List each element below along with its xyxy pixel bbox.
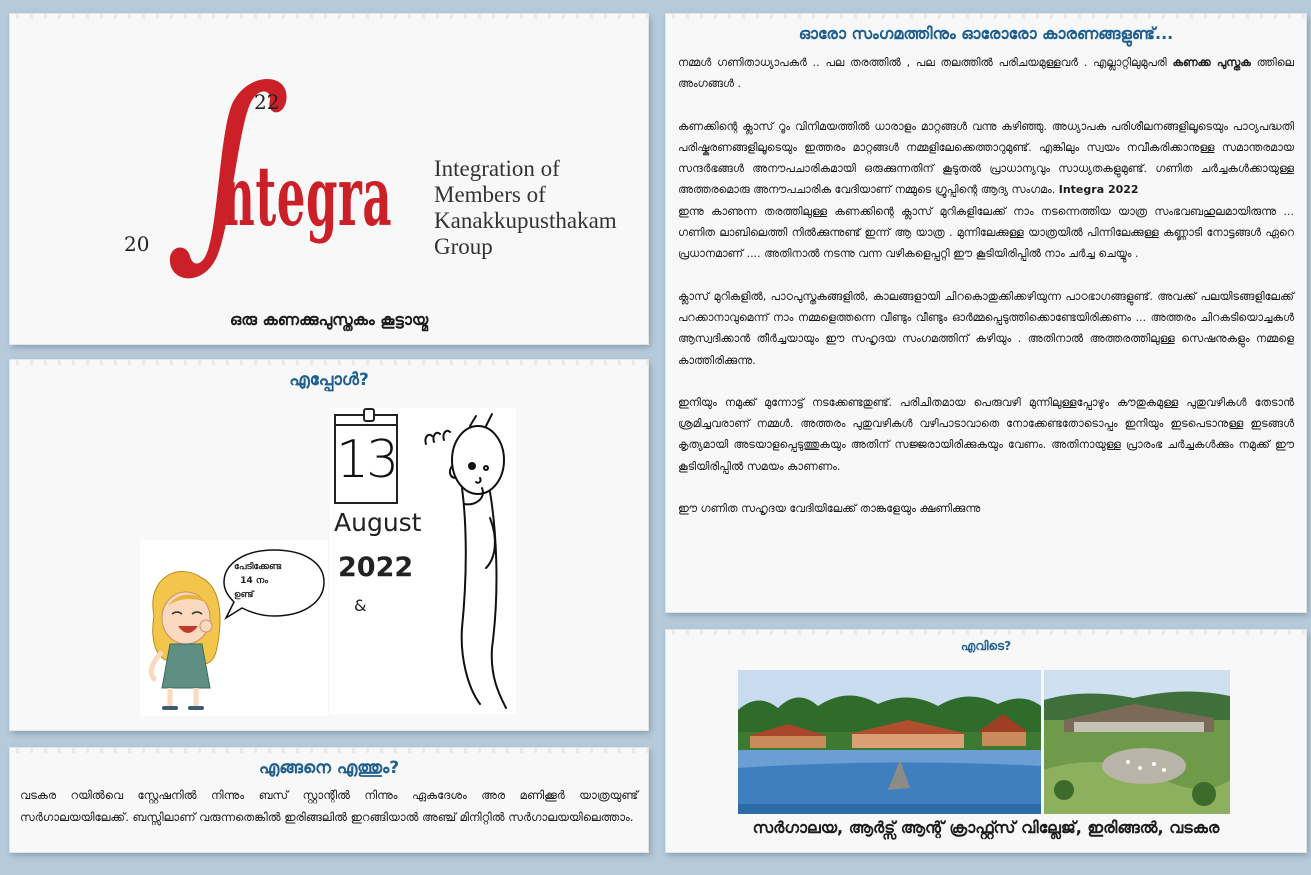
- logo-year-suffix: 22: [254, 90, 280, 114]
- calendar-year: 2022: [338, 552, 414, 583]
- about-paragraph: ഇനിയും നമുക്ക് മുന്നോട്ട് നടക്കേണ്ടതുണ്ട്. പരിചിതമായ പെരുവഴി മുന്നിലുള്ളപ്പോഴും കൗതുകമുള്ള പുതുവഴികൾ തേടാൻ ശ്രമിച്ചവരാണ് നമ്മൾ. അത്തരം പുതുവഴികൾ വഴിപാടാവാതെ നോക്കേണ്ടതോടൊപ്പം ഇനിയും ഇടപെടാനുള്ള ഇടങ്ങൾ കൃത്യമായി അടയാളപ്പെടുത്തുകയും അതിന് സജ്ജരായിരിക്കുകയും വേണം. അതിനായുള്ള പ്രാരംഭ ചർച്ചകൾക്കും നമുക്ക് ഈ കൂടിയിരിപ്പിൽ സമയം കാണണം.: [678, 395, 1294, 473]
- calendar-illustration: [330, 408, 516, 714]
- logo-subtitle: [434, 156, 654, 260]
- about-bold-text: Integra 2022: [1058, 183, 1139, 197]
- when-heading: എപ്പോൾ?: [289, 370, 369, 390]
- spacer: [678, 371, 1294, 392]
- logo-tagline: ഒരു കണക്കുപുസ്തകം കൂട്ടായ്മ: [229, 310, 429, 329]
- venue-photo-aerial: [1044, 670, 1230, 814]
- logo-wordmark: ntegra: [222, 149, 393, 245]
- calendar-month: August: [334, 508, 422, 537]
- where-heading: എവിടെ?: [960, 639, 1012, 653]
- how-body: വടകര റയിൽവെ സ്റ്റേഷനിൽ നിന്നും ബസ് സ്റ്റാന്റിൽ നിന്നും ഏകദേശം അര മണിക്കൂർ യാത്രയുണ്ട് സർഗാലയയിലേക്ക്. ബസ്സിലാണ് വരുന്നതെങ്കിൽ ഇരിങ്ങലിൽ ഇറങ്ങിയാൽ അഞ്ച് മിനിറ്റിൽ സർഗാലയയിലെത്താം.: [20, 788, 638, 824]
- girl-illustration: [140, 540, 328, 716]
- venue-name: സർഗാലയ, ആർട്സ് ആന്റ് ക്രാഫ്റ്റ്സ് വില്ലേജ്, ഇരിങ്ങൽ, വടകര: [752, 818, 1220, 837]
- logo-subtitle-line: Kanakkupusthakam: [434, 208, 617, 233]
- about-heading: ഓരോ സംഗമത്തിനും ഓരോരോ കാരണങ്ങളുണ്ട്...: [798, 24, 1174, 43]
- about-bold-text: കണക്ക പുസ്തക: [1172, 56, 1251, 69]
- about-paragraph: [678, 52, 1294, 95]
- calendar-ampersand: &: [354, 596, 367, 615]
- calendar-day: 13: [336, 430, 397, 490]
- logo-subtitle-line: Integration of: [434, 156, 560, 181]
- logo-card: [10, 14, 648, 344]
- about-text: ത്തിലെ അംഗങ്ങൾ .: [678, 56, 1294, 91]
- bubble-line: പേടിക്കേണ്ട: [234, 562, 282, 572]
- how-card: [10, 748, 648, 852]
- spacer: [678, 477, 1294, 498]
- logo-subtitle-line: Members of: [434, 182, 546, 207]
- about-body: [678, 52, 1294, 519]
- how-heading: എങ്ങനെ എത്തും?: [258, 758, 400, 778]
- integra-logo: [120, 74, 640, 294]
- thinking-man-icon: [330, 408, 516, 714]
- speech-bubble-text: [234, 560, 314, 602]
- about-paragraph: ഇന്നു കാണുന്ന തരത്തിലുള്ള കണക്കിന്റെ ക്ലാസ് മുറികളിലേക്ക് നാം നടന്നെത്തിയ യാത്ര സംഭവബഹുലമായിരുന്നു ... ഗണിത ലാബിലെത്തി നിൽക്കുന്നുണ്ട് ഇന്ന് ആ യാത്ര . മുന്നിലേക്കുള്ള യാത്രയിൽ പിന്നിലേക്കുള്ള കണ്ണാടി നോട്ടങ്ങൾ ഏറെ പ്രധാനമാണ് .... അതിനാൽ നടന്നു വന്ന വഴികളെപ്പറ്റി ഈ കൂടിയിരിപ്പിൽ നാം ചർച്ച ചെയ്യും .: [678, 204, 1294, 261]
- venue-photo-lake: [738, 670, 1041, 814]
- about-paragraph: ക്ലാസ് മുറികളിൽ, പാഠപുസ്തകങ്ങളിൽ, കാലങ്ങളായി ചിറകൊതുക്കിക്കഴിയുന്ന പാഠഭാഗങ്ങളുണ്ട്. അവക്ക് പലയിടങ്ങളിലേക്ക് പറക്കാനാവുമെന്ന് നാം നമ്മളെത്തന്നെ വീണ്ടും വീണ്ടും ഓർമ്മപ്പെടുത്തിക്കൊണ്ടേയിരിക്കണം ... അത്തരം ചിറകടിയൊച്ചകൾ ആസ്വദിക്കാൻ തീർച്ചയായും ഈ സഹൃദയ സംഗമത്തിന് കഴിയും . അതിനാൽ അത്തരത്തിലുള്ള സെഷനുകളും നമ്മളെ കാത്തിരിക്കുന്നു.: [678, 289, 1294, 367]
- bubble-line: ഉണ്ട്: [234, 590, 254, 600]
- laughing-girl-icon: [140, 556, 240, 716]
- about-paragraph: [678, 116, 1294, 201]
- about-text: നമ്മൾ ഗണിതാധ്യാപകർ .. പല തരത്തിൽ , പല തലത്തിൽ പരിചയമുള്ളവർ . എല്ലാറ്റിലുമുപരി: [678, 56, 1173, 69]
- when-card: [10, 360, 648, 730]
- spacer: [678, 265, 1294, 286]
- about-text: കണക്കിന്റെ ക്ലാസ് റൂം വിനിമയത്തിൽ ധാരാളം മാറ്റങ്ങൾ വന്നു കഴിഞ്ഞു. അധ്യാപക പരിശീലനങ്ങളിലൂടെയും പാഠ്യപദ്ധതി പരിഷ്കരണങ്ങളിലൂടെയും ഇത്തരം മാറ്റങ്ങൾ നമ്മളിലേക്കെത്താറുമുണ്ട്. എങ്കിലും സ്വയം നവീകരിക്കാനുള്ള സമാന്തരമായ സന്ദർഭങ്ങൾ അനൗപചാരികമായി ഒരുക്കുന്നതിന് കൂടുതൽ പ്രാധാന്യവും സാധ്യതകളുമുണ്ട്. ഗണിത ചർച്ചകൾക്കായുള്ള അത്തരമൊരു അനൗപചാരിക വേദിയാണ് നമ്മുടെ ഗ്രൂപ്പിന്റെ ആദ്യ സംഗമം.: [678, 119, 1294, 197]
- spacer: [678, 95, 1294, 116]
- logo-year-prefix: 20: [124, 232, 150, 256]
- logo-subtitle-line: Group: [434, 234, 493, 259]
- about-card: [666, 14, 1306, 612]
- about-paragraph: ഈ ഗണിത സഹൃദയ വേദിയിലേക്ക് താങ്കളേയും ക്ഷണിക്കുന്നു: [678, 502, 981, 516]
- bubble-line: 14 നം: [234, 576, 269, 586]
- where-card: [666, 630, 1306, 852]
